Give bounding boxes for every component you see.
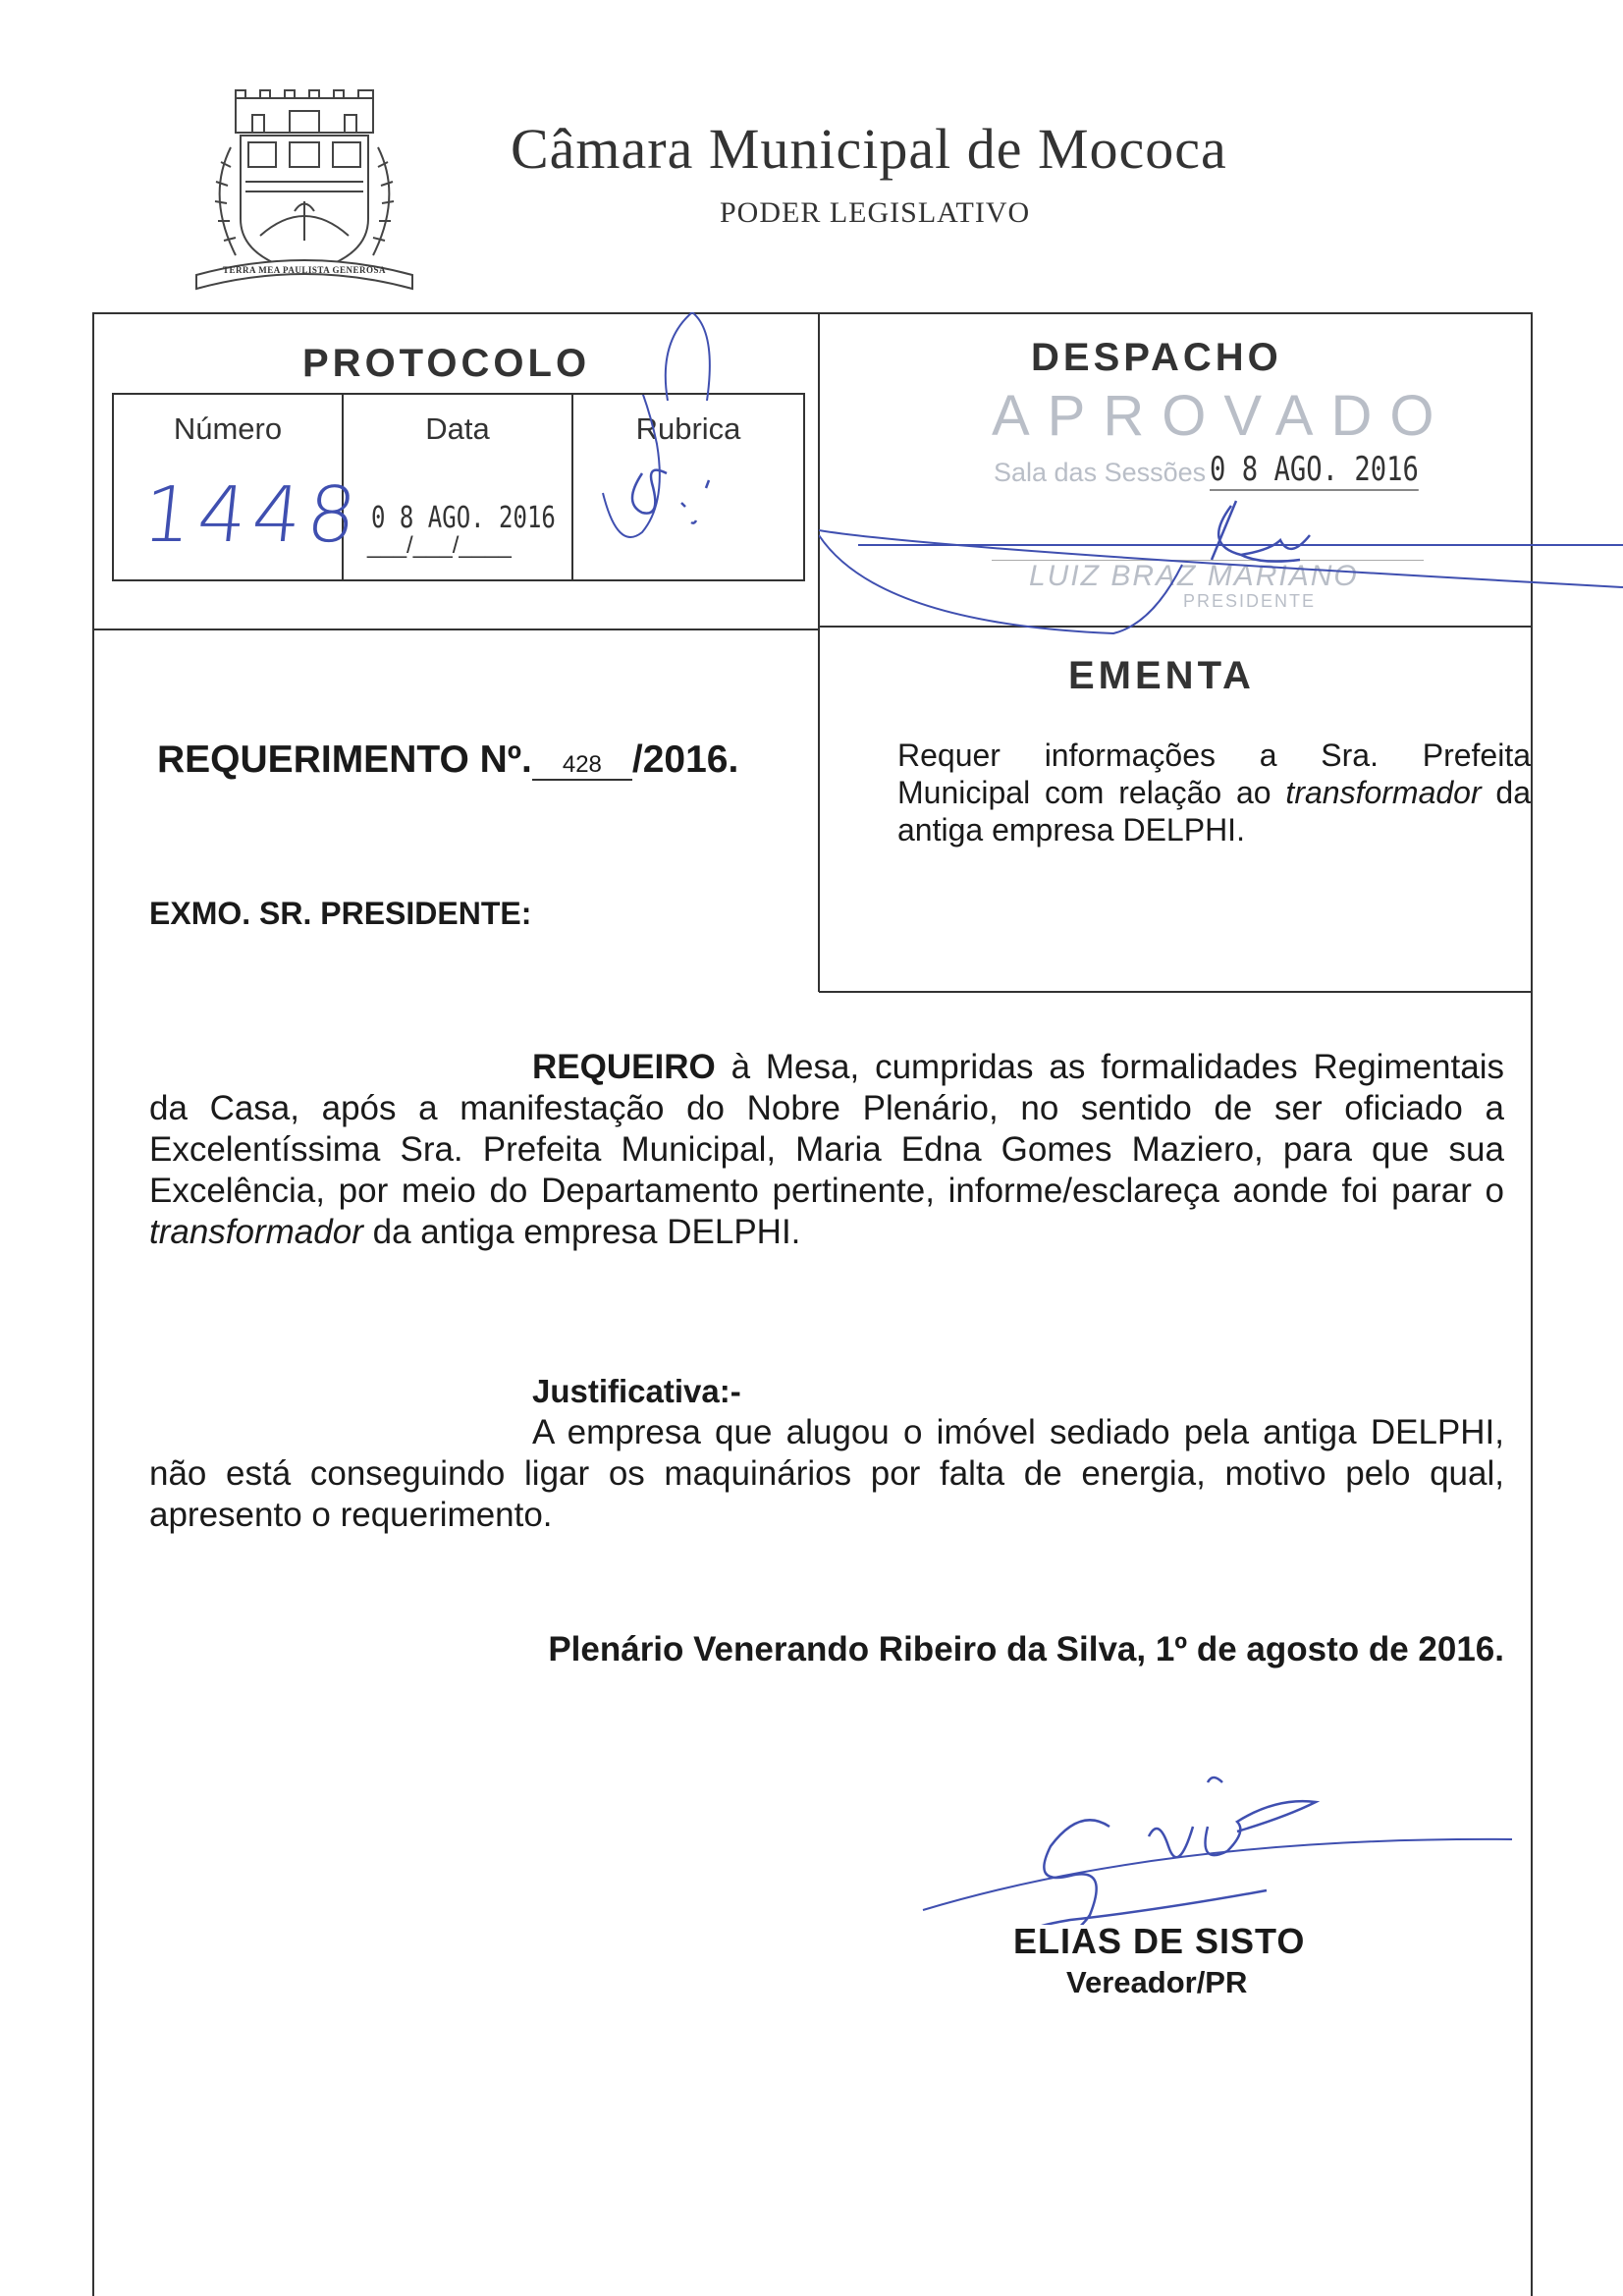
stamp-name: LUIZ BRAZ MARIANO [1029, 560, 1359, 592]
author-signature [913, 1768, 1522, 1925]
frame-center-divider [818, 312, 820, 992]
ementa-text: Requer informações a Sra. Prefeita Municipal com relação ao transformador da antiga empresa DELPHI. [897, 738, 1532, 847]
col-data-label: Data [425, 411, 490, 446]
author-role: Vereador/PR [1066, 1965, 1248, 1999]
col-numero-label: Número [173, 411, 283, 446]
col-rubrica-label: Rubrica [635, 411, 741, 446]
salutation: EXMO. SR. PRESIDENTE: [149, 896, 532, 931]
requerimento-title: REQUERIMENTO Nº. 428 /2016. [157, 738, 739, 781]
despacho-heading: DESPACHO [1031, 336, 1282, 379]
crest-motto: TERRA MEA PAULISTA GENEROSA [223, 265, 386, 275]
frame-top [92, 312, 1533, 314]
rubrica-signature [573, 395, 803, 579]
institution-title: Câmara Municipal de Mococa [511, 117, 1227, 181]
body-paragraph: REQUEIRO à Mesa, cumpridas as formalidades Regimentais da Casa, após a manifestação do Nobre Plenário, no sentido de ser oficiado a Excelentíssima Sra. Prefeita Municipal, Maria Edna Gomes Maziero, para que sua Excelência, por meio do Departamento pertinente, informe/esclareça aonde foi parar o transformador da antiga empresa DELPHI. [149, 1048, 1504, 1251]
data-stamp: 0 8 AGO. 2016 [371, 501, 556, 535]
crest-logo [191, 88, 417, 300]
justificativa-heading: Justificativa:- [532, 1373, 741, 1409]
protocolo-heading: PROTOCOLO [302, 342, 591, 385]
despacho-signature [819, 486, 1623, 643]
data-blank-line: ___/___/____ [367, 532, 512, 559]
stamp-role: PRESIDENTE [1183, 591, 1317, 611]
protocolo-table [112, 393, 805, 581]
numero-handwritten: 1448 [138, 471, 367, 560]
stamp-sala: Sala das Sessões [994, 458, 1207, 487]
frame-left [92, 312, 94, 2296]
requerimento-number: 428 [532, 751, 632, 781]
frame-row-divider-left [92, 629, 819, 630]
stamp-aprovado: APROVADO [992, 384, 1452, 448]
institution-subtitle: PODER LEGISLATIVO [720, 196, 1031, 229]
closing-line: Plenário Venerando Ribeiro da Silva, 1º de agosto de 2016. [548, 1630, 1504, 1668]
stamp-date: 0 8 AGO. 2016 [1210, 450, 1419, 489]
ementa-box-bottom [819, 991, 1533, 993]
justificativa-text: A empresa que alugou o imóvel sediado pela antiga DELPHI, não está conseguindo ligar os maquinários por falta de energia, motivo pelo qual, apresento o requerimento. [149, 1413, 1504, 1534]
author-name: ELIAS DE SISTO [1013, 1921, 1306, 1961]
ementa-heading: EMENTA [1068, 654, 1255, 697]
rubrica-loop [628, 312, 727, 401]
